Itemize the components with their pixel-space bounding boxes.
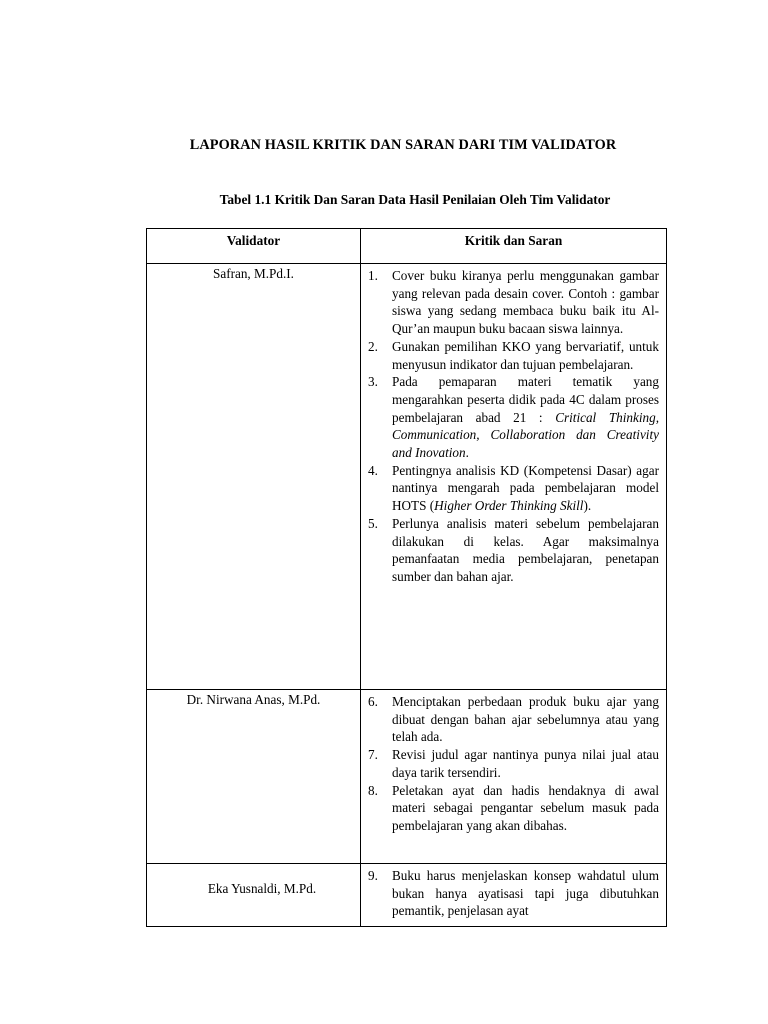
item-number: 7.	[368, 747, 378, 763]
validator-table	[146, 228, 667, 927]
list-item	[368, 693, 659, 746]
item-text: Pada pemaparan materi tematik yang mengarahkan peserta didik pada 4C dalam proses pembelajaran abad 21 :	[392, 374, 659, 425]
validator-name: Eka Yusnaldi, M.Pd.	[147, 864, 361, 927]
list-item	[368, 267, 659, 338]
item-number: 3.	[368, 374, 378, 390]
critique-cell	[361, 690, 667, 864]
item-text: Cover buku kiranya perlu menggunakan gambar yang relevan pada desain cover. Contoh : gambar siswa yang sedang membaca buku baik itu Al-Qur’an maupun buku bacaan siswa lainnya.	[392, 268, 659, 337]
item-number: 9.	[368, 868, 378, 883]
item-text: Buku harus menjelaskan konsep wahdatul ulum bukan hanya ayatisasi tapi juga dibutuhkan pemantik, penjelasan ayat	[392, 868, 659, 919]
item-tail: ).	[583, 498, 592, 514]
item-text: Perlunya analisis materi sebelum pembelajaran dilakukan di kelas. Agar maksimalnya pemanfaatan media pembelajaran, penetapan sumber dan bahan ajar.	[392, 515, 659, 584]
header-validator: Validator	[147, 229, 361, 264]
item-number: 5.	[368, 515, 378, 531]
critique-list	[368, 867, 659, 920]
item-number: 2.	[368, 338, 378, 354]
item-number: 1.	[368, 268, 378, 283]
list-item	[368, 462, 659, 515]
table-caption: Tabel 1.1 Kritik Dan Saran Data Hasil Penilaian Oleh Tim Validator	[219, 192, 611, 207]
item-italic-text: Higher Order Thinking Skill	[434, 498, 584, 514]
table-row	[147, 864, 667, 927]
item-number: 6.	[368, 694, 378, 709]
list-item	[368, 867, 659, 920]
item-text: Menciptakan perbedaan produk buku ajar yang dibuat dengan bahan ajar sebelumnya atau yang telah ada.	[392, 694, 659, 745]
list-item	[368, 338, 659, 373]
validator-name: Dr. Nirwana Anas, M.Pd.	[147, 690, 361, 864]
critique-list	[368, 267, 659, 586]
list-item	[368, 373, 659, 462]
item-number: 8.	[368, 782, 378, 798]
validator-name: Safran, M.Pd.I.	[147, 264, 361, 690]
critique-list	[368, 693, 659, 835]
item-tail: .	[465, 445, 469, 461]
critique-cell	[361, 864, 667, 927]
item-italic-text: Critical Thinking, Communication, Collaboration dan Creativity and Inovation	[392, 409, 660, 461]
table-row	[147, 690, 667, 864]
list-item	[368, 746, 659, 781]
document-title: LAPORAN HASIL KRITIK DAN SARAN DARI TIM VALIDATOR	[189, 137, 617, 153]
item-text: Revisi judul agar nantinya punya nilai jual atau daya tarik tersendiri.	[392, 747, 659, 780]
item-text: Gunakan pemilihan KKO yang bervariatif, untuk menyusun indikator dan tujuan pembelajaran.	[392, 338, 659, 372]
item-number: 4.	[368, 462, 378, 478]
item-text: Peletakan ayat dan hadis hendaknya di awal materi sebagai pengantar sebelum masuk pada pembelajaran yang akan dibahas.	[392, 782, 659, 833]
header-kritik-saran: Kritik dan Saran	[361, 229, 667, 264]
table-header-row	[147, 229, 667, 264]
list-item	[368, 782, 659, 835]
critique-cell	[361, 264, 667, 690]
critique-clip	[368, 867, 659, 922]
table-row	[147, 264, 667, 690]
list-item	[368, 515, 659, 586]
item-text: Pentingnya analisis KD (Kompetensi Dasar) agar nantinya mengarah pada pembelajaran model HOTS (	[392, 462, 659, 514]
